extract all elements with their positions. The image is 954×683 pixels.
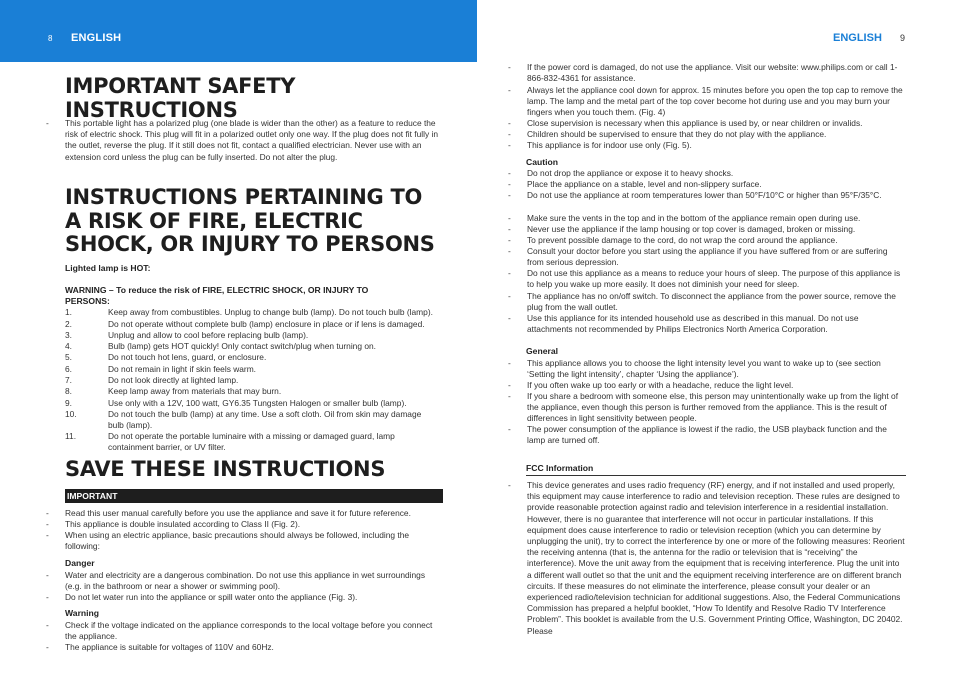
list-item-text: When using an electric appliance, basic precautions should always be followed, including the following: (65, 530, 410, 552)
general-heading: General (526, 346, 559, 356)
list-number: 8. (65, 386, 72, 396)
list-item-text: Do not touch hot lens, guard, or enclosure. (108, 352, 267, 362)
important-banner: IMPORTANT (65, 489, 443, 503)
list-item-text: Unplug and allow to cool before replacing bulb (lamp). (108, 330, 309, 340)
list-dash: - (508, 129, 511, 139)
list-item-text: Do not operate without complete bulb (lamp) enclosure in place or if lens is damaged. (108, 319, 425, 329)
list-number: 7. (65, 375, 72, 385)
list-dash: - (46, 519, 49, 529)
list-item-text: Children should be supervised to ensure that they do not play with the appliance. (527, 129, 827, 139)
list-item-text: This appliance is double insulated according to Class II (Fig. 2). (65, 519, 301, 529)
list-item-text: Do not touch the bulb (lamp) at any time. Use a soft cloth. Oil from skin may damage bulb (lamp). (108, 409, 422, 431)
fcc-text: This device generates and uses radio frequency (RF) energy, and if not installed and used properly, this equipment may cause interference to radio and television reception. These rules are designed to provide reasonable protection against radio and television interference in a residential installation. However, there is no guarantee that interference will not occur in particular installations. If this equipment does cause interference to radio or television reception (which you can determine by unplugging the unit), try to correct the interference by one or more of the following measures: Reorient the receiving antenna (that is, the antenna for the radio or television that is “receiving” the interference). Move the unit away from the equipment that is receiving interference. Plug the unit into a different wall outlet so that the unit and the equipment receiving interference are on different branch circuits. If these measures do not eliminate the interference, please consult your dealer or an experienced radio/television technician for additional suggestions. Also, the Federal Communications Commission has prepared a helpful booklet, “How To Identify and Resolve Radio TV Interference Problem”. This booklet is available from the U.S. Government Printing Office, Washington, DC 20402. Please (527, 480, 905, 636)
left-page-number: 8 (48, 34, 53, 43)
list-item-text: Do not remain in light if skin feels warm. (108, 364, 257, 374)
list-dash: - (46, 592, 49, 602)
list-item-text: Bulb (lamp) gets HOT quickly! Only contact switch/plug when turning on. (108, 341, 376, 351)
list-item-text: Consult your doctor before you start using the appliance if you have suffered from or are suffering from serious depression. (527, 246, 888, 268)
list-item-text: Make sure the vents in the top and in the bottom of the appliance remain open during use. (527, 213, 861, 223)
list-dash: - (508, 246, 511, 256)
list-item-text: If the power cord is damaged, do not use the appliance. Visit our website: www.philips.com or call 1-866-832-4361 for assistance. (527, 62, 898, 84)
list-item-text: This appliance allows you to choose the light intensity level you want to wake up to (see section ‘Setting the light intensity’, chapter ‘Using the appliance’). (527, 358, 881, 380)
list-item-text: Use only with a 12V, 100 watt, GY6.35 Tungsten Halogen or smaller bulb (lamp). (108, 398, 407, 408)
list-item-text: Never use the appliance if the lamp housing or top cover is damaged, broken or missing. (527, 224, 856, 234)
list-number: 5. (65, 352, 72, 362)
list-dash: - (508, 140, 511, 150)
warning-heading: WARNING – To reduce the risk of FIRE, ELECTRIC SHOCK, OR INJURY TO PERSONS: (65, 285, 369, 306)
list-dash: - (46, 642, 49, 652)
list-dash: - (508, 358, 511, 368)
list-item-text: The power consumption of the appliance is lowest if the radio, the USB playback function and the lamp are turned off. (527, 424, 887, 446)
list-item-text: Do not use the appliance at room temperatures lower than 50°F/10°C or higher than 95°F/35°C. (527, 190, 882, 200)
list-number: 10. (65, 409, 77, 419)
list-dash: - (508, 179, 511, 189)
list-dash: - (46, 570, 49, 580)
list-number: 11. (65, 431, 77, 441)
list-dash: - (508, 313, 511, 323)
list-dash: - (508, 213, 511, 223)
list-item-text: Keep away from combustibles. Unplug to change bulb (lamp). Do not touch bulb (lamp). (108, 307, 433, 317)
list-dash: - (508, 235, 511, 245)
list-number: 1. (65, 307, 72, 317)
list-item-text: Close supervision is necessary when this appliance is used by, or near children or invalids. (527, 118, 863, 128)
list-item-text: Keep lamp away from materials that may burn. (108, 386, 282, 396)
list-item-text: Do not let water run into the appliance or spill water onto the appliance (Fig. 3). (65, 592, 358, 602)
list-number: 4. (65, 341, 72, 351)
list-item-text: The appliance is suitable for voltages of 110V and 60Hz. (65, 642, 274, 652)
list-item-text: Check if the voltage indicated on the appliance corresponds to the local voltage before you connect the appliance. (65, 620, 433, 642)
lighted-lamp-heading: Lighted lamp is HOT: (65, 263, 151, 273)
left-page-header (0, 0, 477, 62)
fcc-divider (526, 475, 906, 476)
title-important-safety: IMPORTANT SAFETY INSTRUCTIONS (65, 74, 296, 122)
list-number: 9. (65, 398, 72, 408)
list-item-text: Do not use this appliance as a means to reduce your hours of sleep. The purpose of this appliance is to help you wake up more easily. It does not diminish your need for sleep. (527, 268, 901, 290)
list-dash: - (508, 85, 511, 95)
list-dash: - (508, 480, 511, 490)
danger-heading: Danger (65, 558, 95, 568)
list-dash: - (508, 268, 511, 278)
list-item-text: If you often wake up too early or with a headache, reduce the light level. (527, 380, 794, 390)
list-item-text: Do not drop the appliance or expose it to heavy shocks. (527, 168, 734, 178)
list-dash: - (508, 118, 511, 128)
list-item-text: This appliance is for indoor use only (Fig. 5). (527, 140, 692, 150)
list-item-text: Do not look directly at lighted lamp. (108, 375, 239, 385)
list-dash: - (46, 620, 49, 630)
caution-heading: Caution (526, 157, 558, 167)
list-dash: - (508, 291, 511, 301)
list-item-text: Always let the appliance cool down for approx. 15 minutes before you open the top cap to remove the lamp. The lamp and the metal part of the top cover become hot during use and you may burn your fingers when you touch them. (Fig. 4) (527, 85, 903, 118)
list-dash: - (508, 424, 511, 434)
right-page-number: 9 (900, 33, 906, 43)
list-number: 3. (65, 330, 72, 340)
list-number: 6. (65, 364, 72, 374)
list-item-text: Use this appliance for its intended household use as described in this manual. Do not use attachments not recommended by Philips Electronics North America Corporation. (527, 313, 859, 335)
list-number: 2. (65, 319, 72, 329)
list-item-text: Water and electricity are a dangerous combination. Do not use this appliance in wet surroundings (e.g. in the bathroom or near a shower or swimming pool). (65, 570, 426, 592)
list-dash: - (46, 508, 49, 518)
list-dash: - (46, 530, 49, 540)
intro-text: This portable light has a polarized plug (one blade is wider than the other) as a feature to reduce the risk of electric shock. This plug will fit in a polarized outlet only one way. If the plug does not fit fully in the outlet, reverse the plug. If it still does not fit, contact a qualified electrician. Never use with an extension cord unless the plug can be fully inserted. Do not alter the plug. (65, 118, 439, 162)
left-language-label: ENGLISH (71, 32, 122, 44)
title-save-instructions: SAVE THESE INSTRUCTIONS (65, 457, 386, 481)
list-item-text: Place the appliance on a stable, level and non-slippery surface. (527, 179, 762, 189)
title-fire-shock: INSTRUCTIONS PERTAINING TO A RISK OF FIRE, ELECTRIC SHOCK, OR INJURY TO PERSONS (65, 185, 435, 256)
list-item-text: Do not operate the portable luminaire with a missing or damaged guard, lamp containment barrier, or UV filter. (108, 431, 395, 453)
list-item-text: The appliance has no on/off switch. To disconnect the appliance from the power source, remove the plug from the wall outlet. (527, 291, 896, 313)
fcc-heading: FCC Information (526, 463, 594, 473)
list-item-text: To prevent possible damage to the cord, do not wrap the cord around the appliance. (527, 235, 838, 245)
list-dash: - (46, 118, 49, 128)
warning2-heading: Warning (65, 608, 100, 618)
list-dash: - (508, 224, 511, 234)
list-dash: - (508, 380, 511, 390)
list-dash: - (508, 391, 511, 401)
list-dash: - (508, 62, 511, 72)
list-item-text: If you share a bedroom with someone else, this person may unintentionally wake up from the light of the appliance, even though this person is further removed from the appliance. This is the result of differences in light sensitivity between people. (527, 391, 899, 424)
list-item-text: Read this user manual carefully before you use the appliance and save it for future reference. (65, 508, 411, 518)
list-dash: - (508, 168, 511, 178)
right-language-label: ENGLISH (833, 32, 882, 44)
list-dash: - (508, 190, 511, 200)
